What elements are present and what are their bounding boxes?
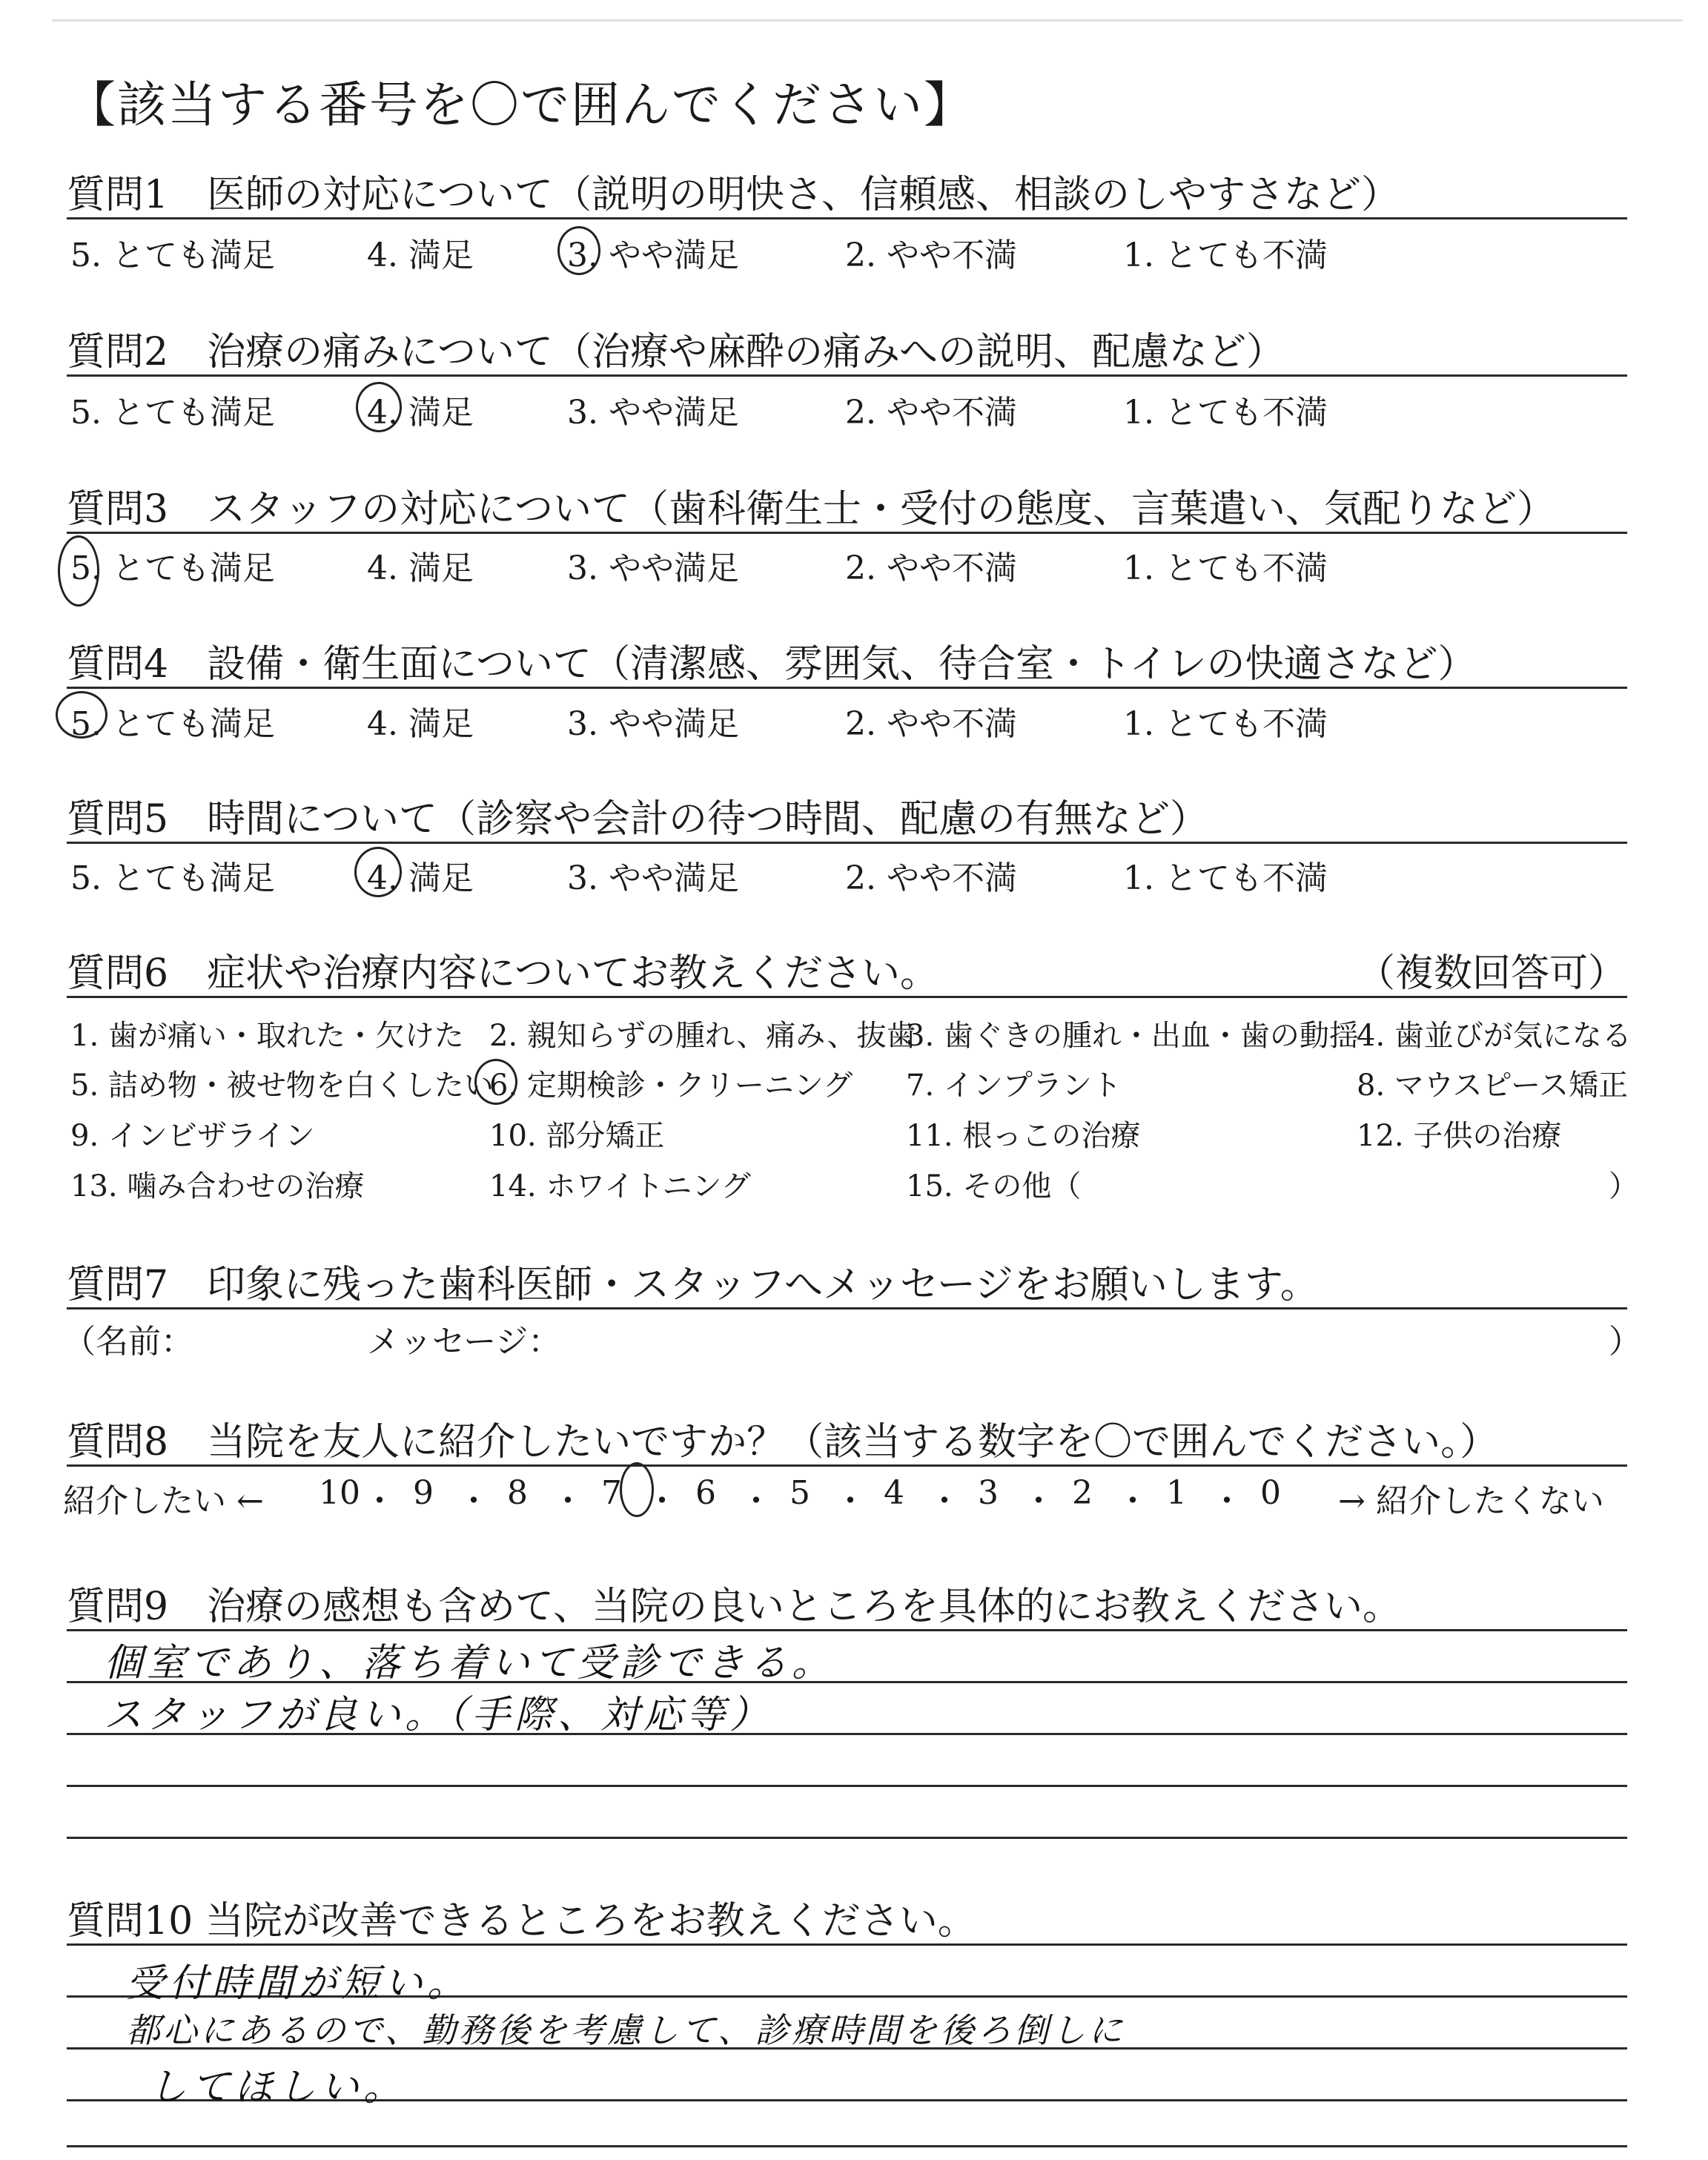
symptom-option[interactable]: 5. 詰め物・被せ物を白くしたい — [70, 1069, 494, 1103]
question-title: 質問4 設備・衛生面について（清潔感、雰囲気、待合室・トイレの快適さなど） — [67, 642, 1477, 687]
symptom-option[interactable]: 3. 歯ぐきの腫れ・出血・歯の動揺 — [906, 1019, 1359, 1053]
option-1[interactable]: 1. とても不満 — [1123, 549, 1328, 587]
scale-separator: ・ — [552, 1482, 584, 1520]
handwritten-answer: してほしい。 — [148, 2065, 407, 2110]
scale-value-9[interactable]: 9 — [413, 1474, 434, 1512]
answer-circle — [620, 1462, 654, 1517]
scale-separator: ・ — [1211, 1482, 1243, 1520]
option-4[interactable]: 4. 満足 — [367, 237, 474, 274]
option-2[interactable]: 2. やや不満 — [845, 705, 1017, 743]
scale-value-8[interactable]: 8 — [507, 1474, 528, 1512]
answer-circle — [356, 382, 402, 432]
message-close-paren: ） — [1609, 1323, 1641, 1361]
option-4[interactable]: 4. 満足 — [367, 705, 474, 743]
scale-separator: ・ — [928, 1482, 961, 1520]
symptom-option[interactable]: 14. ホワイトニング — [489, 1169, 751, 1203]
question-rule — [67, 532, 1627, 534]
symptom-option[interactable]: 11. 根っこの治療 — [906, 1119, 1141, 1153]
answer-circle — [56, 691, 107, 739]
symptom-option[interactable]: 12. 子供の治療 — [1357, 1119, 1562, 1153]
symptom-option[interactable]: 13. 噛み合わせの治療 — [70, 1169, 365, 1203]
question-title: 質問1 医師の対応について（説明の明快さ、信頼感、相談のしやすさなど） — [67, 173, 1400, 217]
symptom-option[interactable]: 2. 親知らずの腫れ、痛み、抜歯 — [489, 1019, 916, 1053]
recommend-right-label: → 紹介したくない — [1338, 1482, 1604, 1520]
question-title: 質問5 時間について（診察や会計の待つ時間、配慮の有無など） — [67, 797, 1209, 842]
scale-separator: ・ — [1116, 1482, 1149, 1520]
option-2[interactable]: 2. やや不満 — [845, 394, 1017, 432]
scale-value-3[interactable]: 3 — [978, 1474, 999, 1512]
option-1[interactable]: 1. とても不満 — [1123, 705, 1328, 743]
symptom-option[interactable]: 15. その他（ — [906, 1169, 1082, 1203]
question-title: 質問8 当院を友人に紹介したいですか？（該当する数字を〇で囲んでください。） — [67, 1420, 1499, 1464]
message-label: メッセージ： — [367, 1323, 561, 1361]
symptom-option[interactable]: 4. 歯並びが気になる — [1357, 1019, 1632, 1053]
scale-separator: ・ — [646, 1482, 678, 1520]
question-title: 質問6 症状や治療内容についてお教えください。 — [67, 951, 939, 996]
handwritten-answer: 都心にあるので、勤務後を考慮して、診療時間を後ろ倒しに — [126, 2010, 1126, 2050]
handwritten-answer: 個室であり、落ち着いて受診できる。 — [104, 1641, 835, 1685]
option-4[interactable]: 4. 満足 — [367, 394, 474, 432]
scale-value-5[interactable]: 5 — [790, 1474, 810, 1512]
symptom-option[interactable]: 6. 定期検診・クリーニング — [489, 1069, 853, 1103]
question-rule — [67, 687, 1627, 689]
recommend-left-label: 紹介したい ← — [63, 1482, 264, 1520]
question-rule — [67, 217, 1627, 219]
option-3[interactable]: 3. やや満足 — [567, 394, 739, 432]
option-2[interactable]: 2. やや不満 — [845, 237, 1017, 274]
question-title: 質問7 印象に残った歯科医師・スタッフへメッセージをお願いします。 — [67, 1263, 1319, 1307]
question-rule — [67, 374, 1627, 377]
option-1[interactable]: 1. とても不満 — [1123, 859, 1328, 897]
option-3[interactable]: 3. やや満足 — [567, 859, 739, 897]
option-5[interactable]: 5. とても満足 — [70, 705, 275, 743]
question-title: 質問2 治療の痛みについて（治療や麻酔の痛みへの説明、配慮など） — [67, 330, 1285, 374]
option-5[interactable]: 5. とても満足 — [70, 549, 275, 587]
answer-circle — [58, 535, 99, 607]
option-4[interactable]: 4. 満足 — [367, 549, 474, 587]
scale-value-0[interactable]: 0 — [1260, 1474, 1281, 1512]
other-close-paren: ） — [1609, 1169, 1638, 1203]
scale-separator: ・ — [363, 1482, 396, 1520]
scale-separator: ・ — [1022, 1482, 1055, 1520]
handwritten-answer: 受付時間が短い。 — [126, 1961, 471, 2006]
option-2[interactable]: 2. やや不満 — [845, 859, 1017, 897]
option-5[interactable]: 5. とても満足 — [70, 394, 275, 432]
symptom-option[interactable]: 9. インビザライン — [70, 1119, 315, 1153]
scale-value-1[interactable]: 1 — [1166, 1474, 1187, 1512]
option-3[interactable]: 3. やや満足 — [567, 549, 739, 587]
symptom-option[interactable]: 10. 部分矯正 — [489, 1119, 665, 1153]
option-3[interactable]: 3. やや満足 — [567, 705, 739, 743]
question-rule — [67, 1464, 1627, 1467]
question-title: 質問9 治療の感想も含めて、当院の良いところを具体的にお教えください。 — [67, 1585, 1402, 1629]
scale-value-7[interactable]: 7 — [601, 1474, 622, 1512]
scale-value-4[interactable]: 4 — [884, 1474, 904, 1512]
scale-value-6[interactable]: 6 — [695, 1474, 716, 1512]
scale-separator: ・ — [457, 1482, 490, 1520]
answer-circle — [354, 847, 402, 897]
answer-rule — [67, 2145, 1627, 2147]
answer-circle — [557, 226, 600, 275]
option-1[interactable]: 1. とても不満 — [1123, 394, 1328, 432]
question-title: 質問10 当院が改善できるところをお教えください。 — [67, 1899, 976, 1943]
question-title: 質問3 スタッフの対応について（歯科衛生士・受付の態度、言葉遣い、気配りなど） — [67, 487, 1556, 532]
answer-circle — [474, 1059, 517, 1105]
symptom-option[interactable]: 1. 歯が痛い・取れた・欠けた — [70, 1019, 464, 1053]
name-label: （名前： — [63, 1323, 193, 1361]
symptom-option[interactable]: 8. マウスピース矯正 — [1357, 1069, 1629, 1103]
question-rule — [67, 1307, 1627, 1309]
scale-separator: ・ — [834, 1482, 867, 1520]
option-1[interactable]: 1. とても不満 — [1123, 237, 1328, 274]
answer-rule — [67, 1943, 1627, 1946]
option-5[interactable]: 5. とても満足 — [70, 237, 275, 274]
option-2[interactable]: 2. やや不満 — [845, 549, 1017, 587]
scale-separator: ・ — [740, 1482, 772, 1520]
scale-value-10[interactable]: 10 — [319, 1474, 360, 1512]
option-4[interactable]: 4. 満足 — [367, 859, 474, 897]
question-rule — [67, 842, 1627, 844]
answer-rule — [67, 1785, 1627, 1787]
option-5[interactable]: 5. とても満足 — [70, 859, 275, 897]
answer-rule — [67, 1837, 1627, 1839]
top-border — [52, 19, 1683, 22]
page-heading: 【該当する番号を〇で囲んでください】 — [67, 76, 974, 133]
handwritten-answer: スタッフが良い。（手際、対応等） — [104, 1693, 773, 1737]
question-rule — [67, 996, 1627, 998]
symptom-option[interactable]: 7. インプラント — [906, 1069, 1122, 1103]
option-3[interactable]: 3. やや満足 — [567, 237, 739, 274]
scale-value-2[interactable]: 2 — [1072, 1474, 1093, 1512]
multiple-answer-note: （複数回答可） — [1357, 951, 1627, 996]
